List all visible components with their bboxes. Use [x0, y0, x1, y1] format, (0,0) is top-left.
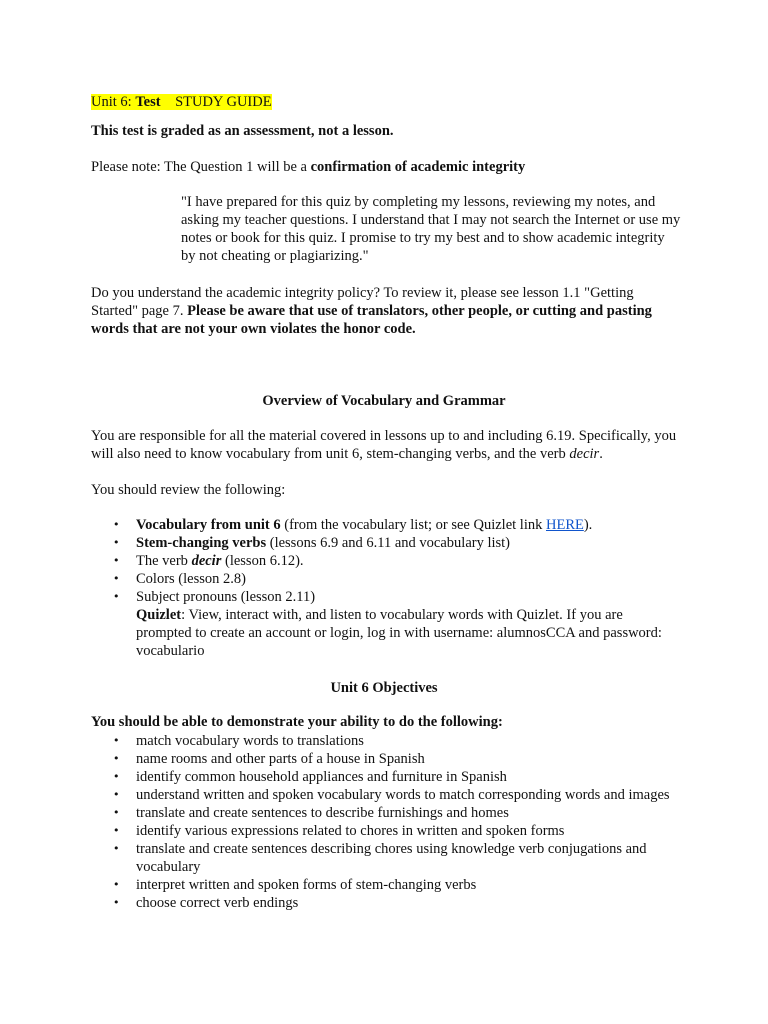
question-note-bold: confirmation of academic integrity [310, 159, 526, 175]
title-gap [161, 94, 176, 110]
list-item [91, 570, 681, 588]
list-item [91, 552, 681, 570]
review-list [91, 516, 681, 660]
item-bold: Stem-changing verbs [136, 535, 267, 551]
item-text: The verb [136, 553, 192, 569]
title-study-guide: STUDY GUIDE [175, 94, 272, 110]
quizlet-label: Quizlet [136, 607, 182, 623]
objective-item: • name rooms and other parts of a house in Spanish [91, 750, 681, 768]
document-title [91, 93, 681, 111]
quizlet-note [91, 606, 681, 660]
item-text: (from the vocabulary list; or see Quizlet link [280, 517, 546, 533]
objective-item: • understand written and spoken vocabulary words to match corresponding words and images [91, 786, 681, 804]
objective-item: • identify common household appliances and furniture in Spanish [91, 768, 681, 786]
overview-intro-text: You are responsible for all the material covered in lessons up to and including 6.19. Specifically, you will also need to know vocabulary from unit 6, stem-changing verbs, and the verb [91, 428, 677, 462]
item-bold: Vocabulary from unit 6 [136, 517, 281, 533]
title-highlight [91, 94, 272, 110]
item-text: Colors (lesson 2.8) [136, 571, 246, 587]
objective-item: • interpret written and spoken forms of stem-changing verbs [91, 876, 681, 894]
review-line: You should review the following: [91, 482, 286, 498]
objective-item: • translate and create sentences describing chores using knowledge verb conjugations and vocabulary [91, 840, 681, 876]
objectives-lead: You should be able to demonstrate your ability to do the following: [91, 714, 503, 730]
overview-intro-verb: decir [569, 446, 600, 462]
item-verb: decir [191, 553, 222, 569]
question-note-text: Please note: The Question 1 will be a [91, 159, 311, 175]
policy-paragraph [91, 284, 681, 338]
item-text: Subject pronouns (lesson 2.11) [136, 589, 316, 605]
objective-item: • match vocabulary words to translations [91, 732, 681, 750]
objective-item: • translate and create sentences to describe furnishings and homes [91, 804, 681, 822]
item-text: (lessons 6.9 and 6.11 and vocabulary list) [266, 535, 511, 551]
policy-warning: Please be aware that use of translators, other people, or cutting and pasting words that are not your own violates the honor code. [91, 303, 652, 337]
quizlet-link[interactable]: HERE [545, 517, 584, 533]
quizlet-text: : View, interact with, and listen to vocabulary words with Quizlet. If you are prompted to create an account or login, log in with username: alumnosCCA and password: vocabulario [136, 607, 662, 659]
item-text-after: ). [583, 517, 593, 533]
title-unit: Unit 6: [91, 94, 136, 110]
objectives-list [91, 732, 681, 912]
list-item [91, 534, 681, 552]
objectives-heading: Unit 6 Objectives [330, 680, 438, 696]
list-item [91, 516, 681, 534]
objective-item: • identify various expressions related to chores in written and spoken forms [91, 822, 681, 840]
overview-intro-end: . [599, 446, 603, 462]
title-test: Test [135, 94, 161, 110]
overview-intro [91, 427, 681, 463]
graded-note: This test is graded as an assessment, not a lesson. [91, 123, 394, 139]
objective-item: • choose correct verb endings [91, 894, 681, 912]
policy-text: Do you understand the academic integrity policy? To review it, please see lesson 1.1 "Getting Started" page 7. [91, 285, 634, 319]
integrity-quote: "I have prepared for this quiz by completing my lessons, reviewing my notes, and asking my teacher questions. I understand that I may not search the Internet or use my notes or book for this quiz. I promise to try my best and to show academic integrity by not cheating or plagiarizing." [181, 194, 681, 264]
question-note [91, 158, 681, 176]
overview-heading: Overview of Vocabulary and Grammar [262, 393, 506, 409]
item-text-after: (lesson 6.12). [221, 553, 304, 569]
list-item [91, 588, 681, 606]
